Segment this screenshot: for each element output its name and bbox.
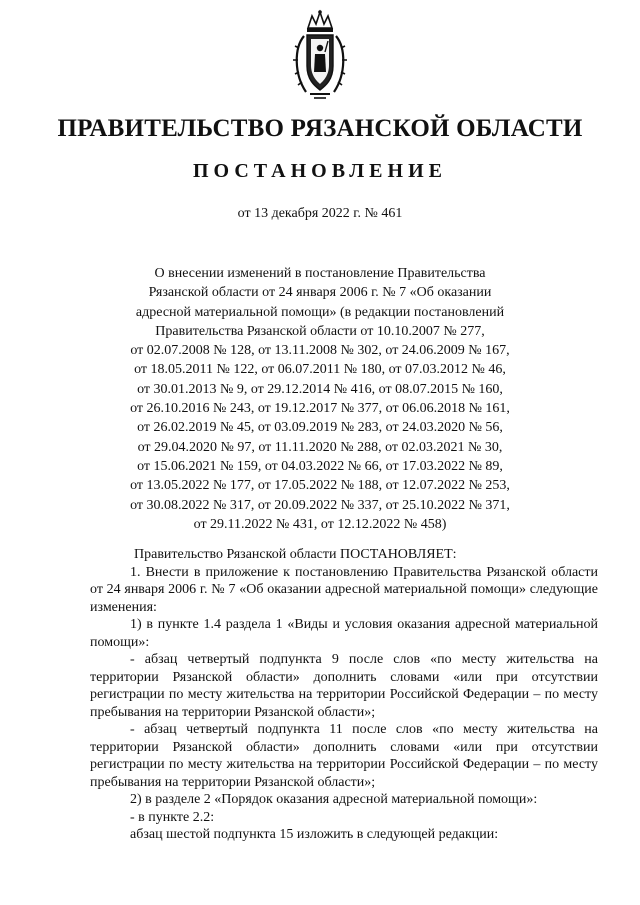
subject-line: от 29.11.2022 № 431, от 12.12.2022 № 458) bbox=[193, 516, 447, 532]
body-paragraph: 2) в разделе 2 «Порядок оказания адресной материальной помощи»: bbox=[130, 792, 538, 807]
body-paragraph: абзац шестой подпункта 15 изложить в следующей редакции: bbox=[130, 827, 499, 842]
subject-line: от 30.01.2013 № 9, от 29.12.2014 № 416, от 08.07.2015 № 160, bbox=[137, 381, 503, 397]
body-paragraph: - в пункте 2.2: bbox=[130, 809, 215, 825]
body-paragraph: - абзац четвертый подпункта 11 после слов «по месту жительства на территории Рязанской области» дополнить словами «или при отсутствии регистрации по месту жительства на территории Российской Федерации – по месту пребывания на территории Рязанской области»; bbox=[90, 722, 598, 790]
body-paragraph: 1) в пункте 1.4 раздела 1 «Виды и условия оказания адресной материальной помощи»: bbox=[90, 617, 598, 650]
subject-line: от 13.05.2022 № 177, от 17.05.2022 № 188, от 12.07.2022 № 253, bbox=[130, 478, 510, 494]
subject-line: адресной материальной помощи» (в редакции постановлений bbox=[135, 304, 505, 320]
subject-line: от 02.07.2008 № 128, от 13.11.2008 № 302, от 24.06.2009 № 167, bbox=[130, 343, 510, 359]
subject-line: от 29.04.2020 № 97, от 11.11.2020 № 288, от 02.03.2021 № 30, bbox=[137, 439, 503, 455]
subject-line: Правительства Рязанской области от 10.10.2007 № 277, bbox=[155, 323, 485, 339]
document-type: ПОСТАНОВЛЕНИЕ bbox=[193, 160, 447, 182]
document-subject bbox=[95, 264, 545, 534]
subject-line: от 15.06.2021 № 159, от 04.03.2022 № 66, от 17.03.2022 № 89, bbox=[137, 458, 503, 474]
body-paragraph: Правительство Рязанской области ПОСТАНОВЛЯЕТ: bbox=[134, 547, 457, 562]
government-title: ПРАВИТЕЛЬСТВО РЯЗАНСКОЙ ОБЛАСТИ bbox=[57, 115, 583, 142]
body-paragraph: 1. Внести в приложение к постановлению Правительства Рязанской области от 24 января 2006 г. № 7 «Об оказании адресной материальной помощи» следующие изменения: bbox=[90, 564, 598, 615]
subject-line: от 26.10.2016 № 243, от 19.12.2017 № 377, от 06.06.2018 № 161, bbox=[130, 401, 510, 417]
subject-line: О внесении изменений в постановление Правительства bbox=[154, 266, 486, 281]
subject-line: от 18.05.2011 № 122, от 06.07.2011 № 180, от 07.03.2012 № 46, bbox=[134, 362, 506, 378]
document-date: от 13 декабря 2022 г. № 461 bbox=[237, 206, 403, 221]
subject-line: от 30.08.2022 № 317, от 20.09.2022 № 337, от 25.10.2022 № 371, bbox=[130, 497, 510, 513]
subject-line: от 26.02.2019 № 45, от 03.09.2019 № 283, от 24.03.2020 № 56, bbox=[137, 420, 503, 436]
body-paragraph: - абзац четвертый подпункта 9 после слов «по месту жительства на территории Рязанской области» дополнить словами «или при отсутствии регистрации по месту жительства на территории Российской Федерации – по месту пребывания на территории Рязанской области»; bbox=[90, 652, 598, 720]
subject-line: Рязанской области от 24 января 2006 г. № 7 «Об оказании bbox=[148, 285, 492, 301]
document-body bbox=[90, 546, 598, 844]
coat-of-arms-icon bbox=[290, 8, 350, 106]
